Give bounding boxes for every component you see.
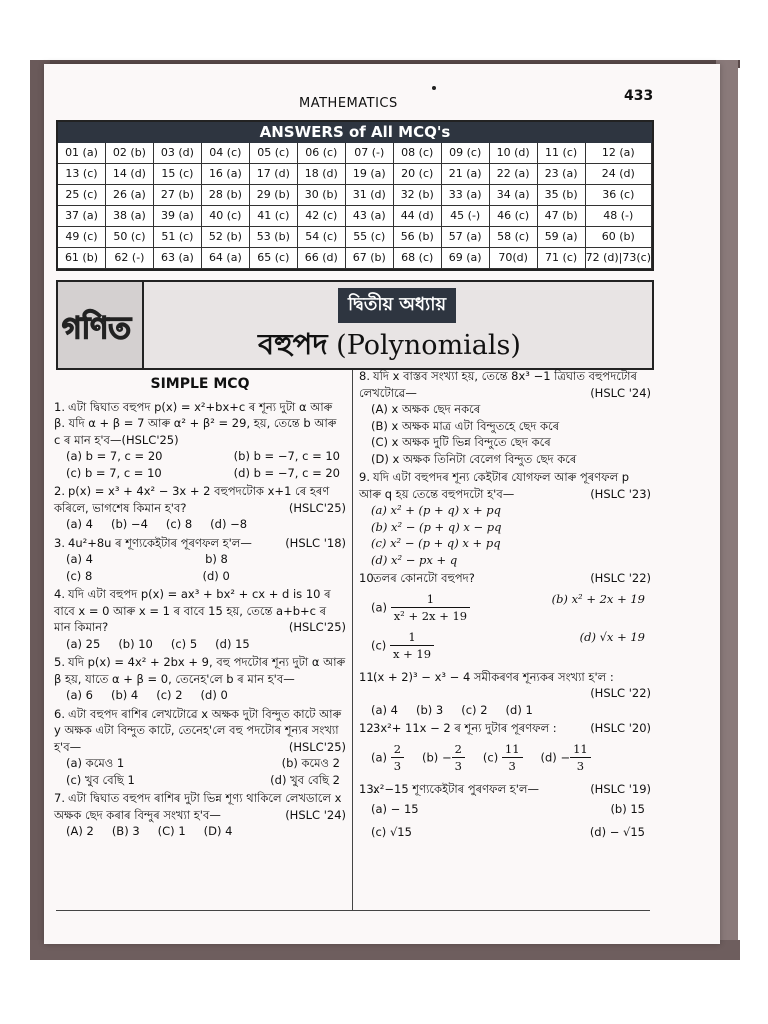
answer-cell: 07 (-) <box>346 143 394 164</box>
option-b: (B) 3 <box>111 824 140 838</box>
answer-cell: 27 (b) <box>154 185 202 206</box>
print-dot <box>432 86 436 90</box>
answer-cell: 72 (d)|73(c) <box>586 248 652 269</box>
option-a: (a) 6 <box>66 688 93 702</box>
option-d <box>541 741 591 775</box>
question-text: এটা বহুপদ ৰাশিৰ লেখটোৱে x অক্ষক দুটা বিন্দুত কাটে আৰু y অক্ষক এটা বিন্দুত কাটে, তেনেহ'লে বহু পদটোৰ শূন্যৰ সংখ্যা হ'ব— <box>54 706 342 754</box>
answer-cell: 20 (c) <box>394 164 442 185</box>
answer-cell: 61 (b) <box>58 248 106 269</box>
option-c: (c) 8 <box>66 568 93 583</box>
answer-cell: 18 (d) <box>298 164 346 185</box>
answer-cell: 12 (a) <box>586 143 652 164</box>
answer-cell: 49 (c) <box>58 227 106 248</box>
question-number: 5. <box>54 655 65 669</box>
option-c: (c) x² − (p + q) x + pq <box>371 536 501 550</box>
question-3 <box>54 535 346 585</box>
answer-cell: 28 (b) <box>202 185 250 206</box>
fraction <box>570 741 591 775</box>
question-source: (HSLC'25) <box>288 500 346 515</box>
question-source: (HSLC '22) <box>590 571 651 585</box>
answer-cell: 65 (c) <box>250 248 298 269</box>
option-a: (A) 2 <box>66 824 94 838</box>
answer-cell: 54 (c) <box>298 227 346 248</box>
question-1 <box>54 399 346 482</box>
options-row <box>54 551 346 568</box>
answer-cell: 55 (c) <box>346 227 394 248</box>
question-13 <box>359 781 651 841</box>
answer-cell: 60 (b) <box>586 227 652 248</box>
section-title: SIMPLE MCQ <box>150 376 250 392</box>
chapter-title <box>258 322 521 371</box>
answer-cell: 66 (d) <box>298 248 346 269</box>
option-d: (d) − √15 <box>589 824 645 839</box>
answer-cell: 67 (b) <box>346 248 394 269</box>
answer-cell: 43 (a) <box>346 206 394 227</box>
fraction <box>452 741 465 775</box>
fraction <box>391 741 404 775</box>
numerator: 11 <box>570 741 591 759</box>
answer-cell: 38 (a) <box>106 206 154 227</box>
option-b: (b) 15 <box>610 802 645 816</box>
option-d: (d) 0 <box>200 688 228 702</box>
answer-cell: 51 (c) <box>154 227 202 248</box>
option-d: (d) x² − px + q <box>371 552 458 567</box>
option-b: (b) 3 <box>416 702 444 717</box>
option-c <box>483 741 523 775</box>
option-b: (b) x² + 2x + 19 <box>551 591 645 606</box>
options-row <box>359 741 651 775</box>
numerator: 2 <box>452 741 465 759</box>
question-source: (HSLC '24) <box>285 807 346 822</box>
options-row <box>54 568 346 585</box>
left-column <box>54 372 346 842</box>
option-d: (d) 15 <box>215 636 250 651</box>
answer-cell: 45 (-) <box>442 206 490 227</box>
question-text: এটা দ্বিঘাত বহুপদ ৰাশিৰ দুটা ভিন্ন শূণ্য থাকিলে লেখডালে x অক্ষক ছেদ কৰাৰ বিন্দুৰ সংখ্যা হ'ব— <box>54 791 342 822</box>
answer-cell: 59 (a) <box>538 227 586 248</box>
option-c: (c) b = 7, c = 10 <box>66 465 162 480</box>
question-number: 10. <box>359 571 378 585</box>
chapter-heading <box>138 282 648 368</box>
question-source: (HSLC '19) <box>590 781 651 796</box>
option-c: (c) খুব বেছি 1 <box>66 772 135 787</box>
question-number: 7. <box>54 791 65 805</box>
option-c: (c) √15 <box>371 824 412 839</box>
denominator: 3 <box>454 759 462 773</box>
answer-cell: 46 (c) <box>490 206 538 227</box>
option-label: (c) <box>371 638 387 652</box>
question-6 <box>54 706 346 789</box>
question-source: (HSLC '20) <box>590 721 651 735</box>
options-row <box>54 516 346 533</box>
question-number: 9. <box>359 470 370 484</box>
options-row <box>54 448 346 465</box>
question-number: 12. <box>359 721 378 735</box>
bottom-rule <box>56 910 650 911</box>
question-source: (HSLC '22) <box>590 686 651 700</box>
answer-cell: 30 (b) <box>298 185 346 206</box>
question-number: 3. <box>54 535 65 550</box>
option-b: (b) x² − (p + q) x − pq <box>371 519 502 534</box>
answer-cell: 01 (a) <box>58 143 106 164</box>
question-source: (HSLC '23) <box>590 486 651 501</box>
page-number: 433 <box>624 88 654 104</box>
options-row <box>359 824 651 841</box>
option-a: (a) − 15 <box>371 802 419 816</box>
question-text: x²−15 শূণ্যকেইটাৰ পুৰণফল হ'ল— <box>373 781 539 796</box>
option-a <box>371 591 470 625</box>
option-c: (c) 5 <box>170 636 198 651</box>
answer-cell: 10 (d) <box>490 143 538 164</box>
question-2 <box>54 483 346 533</box>
option-d: (d) খুব বেছি 2 <box>270 772 340 787</box>
answer-cell: 56 (b) <box>394 227 442 248</box>
answer-cell: 32 (b) <box>394 185 442 206</box>
answer-cell: 15 (c) <box>154 164 202 185</box>
answer-cell: 04 (c) <box>202 143 250 164</box>
chapter-title-bengali: বহুপদ <box>258 327 328 361</box>
option-b: (B) x অক্ষক মাত্র এটা বিন্দুতহে ছেদ কৰে <box>371 418 560 433</box>
answer-cell: 06 (c) <box>298 143 346 164</box>
question-text: তলৰ কোনটো বহুপদ? <box>373 571 475 585</box>
question-5 <box>54 654 346 704</box>
answers-table <box>56 120 654 271</box>
question-text: 3x²+ 11x − 2 ৰ শূন্য দুটাৰ পূৰণফল : <box>373 721 557 735</box>
answer-cell: 34 (a) <box>490 185 538 206</box>
option-b: (b) 10 <box>118 636 153 651</box>
options-row <box>359 591 651 625</box>
answer-cell: 19 (a) <box>346 164 394 185</box>
answer-cell: 13 (c) <box>58 164 106 185</box>
option-a: (a) 4 <box>66 552 93 566</box>
options-row <box>359 702 651 719</box>
denominator: 3 <box>393 759 402 773</box>
answer-cell: 70(d) <box>490 248 538 269</box>
question-number: 4. <box>54 587 65 601</box>
option-d: (d) 0 <box>202 568 230 583</box>
option-c: (c) 2 <box>156 688 183 702</box>
option-b: (b) 4 <box>111 688 139 702</box>
answer-cell: 68 (c) <box>394 248 442 269</box>
option-a: (a) b = 7, c = 20 <box>66 449 163 463</box>
question-10 <box>359 570 651 663</box>
answer-cell: 50 (c) <box>106 227 154 248</box>
answer-cell: 42 (c) <box>298 206 346 227</box>
question-number: 1. <box>54 399 65 414</box>
option-b: (b) b = −7, c = 10 <box>233 449 340 463</box>
option-c <box>371 629 434 663</box>
book-page <box>44 64 720 944</box>
option-a: (a) 4 <box>66 517 93 531</box>
option-d: (d) √x + 19 <box>579 629 645 644</box>
answer-cell: 31 (d) <box>346 185 394 206</box>
running-head: MATHEMATICS <box>299 96 398 111</box>
answer-cell: 14 (d) <box>106 164 154 185</box>
option-a: (a) কমেও 1 <box>66 756 125 770</box>
answer-cell: 64 (a) <box>202 248 250 269</box>
answer-cell: 03 (d) <box>154 143 202 164</box>
question-text: যদি এটা বহুপদৰ শূন্য কেইটাৰ যোগফল আৰু পূৰণফল p আৰু q হয় তেন্তে বহুপদটো হ'ব— <box>359 470 630 501</box>
answer-cell: 16 (a) <box>202 164 250 185</box>
answers-title: ANSWERS of All MCQ's <box>58 122 652 143</box>
option-d: (D) 4 <box>203 824 233 838</box>
options-row <box>54 823 346 840</box>
answer-cell: 53 (b) <box>250 227 298 248</box>
answer-cell: 17 (d) <box>250 164 298 185</box>
question-number: 6. <box>54 706 65 721</box>
options-row <box>359 801 651 818</box>
answer-cell: 22 (a) <box>490 164 538 185</box>
answer-cell: 57 (a) <box>442 227 490 248</box>
option-d: (d) b = −7, c = 20 <box>233 465 340 480</box>
option-label: (a) <box>371 750 388 764</box>
options-row <box>54 465 346 482</box>
answer-cell: 40 (c) <box>202 206 250 227</box>
answers-grid <box>58 143 652 269</box>
subject-label: গণিত <box>62 311 131 346</box>
answer-cell: 21 (a) <box>442 164 490 185</box>
answer-cell: 39 (a) <box>154 206 202 227</box>
answer-cell: 58 (c) <box>490 227 538 248</box>
answer-cell: 47 (b) <box>538 206 586 227</box>
option-a: (a) 25 <box>66 636 101 651</box>
question-text: যদি এটা বহুপদ p(x) = ax³ + bx² + cx + d is 10 ৰ বাবে x = 0 আৰু x = 1 ৰ বাবে 15 হয়, তেন্তে a+b+c ৰ মান কিমান? <box>54 587 331 634</box>
question-source: (HSLC'25) <box>288 739 346 754</box>
question-number: 2. <box>54 484 65 498</box>
answer-cell: 09 (c) <box>442 143 490 164</box>
option-d: (d) 1 <box>505 702 533 717</box>
question-text: যদি p(x) = 4x² + 2bx + 9, বহু পদটোৰ শূন্য দুটা α আৰু β হয়, যাতে α + β = 0, তেনেহ'লে b ৰ মান হ'ব— <box>54 655 346 686</box>
option-b: (b) −4 <box>111 517 148 531</box>
option-a: (a) 4 <box>371 702 398 717</box>
option-c: (C) x অক্ষক দুটি ভিন্ন বিন্দুতে ছেদ কৰে <box>371 435 551 449</box>
answer-cell: 37 (a) <box>58 206 106 227</box>
question-source: (HSLC '18) <box>285 535 346 550</box>
chapter-banner <box>56 280 654 370</box>
question-text: যদি x বাস্তব সংখ্যা হয়, তেন্তে 8x³ −1 ত্রিঘাত বহুপদটোৰ লেখটোৱে— <box>359 369 637 400</box>
option-b <box>422 741 465 775</box>
option-b: (b) কমেও 2 <box>281 756 340 770</box>
option-label: (b) − <box>422 750 452 764</box>
answer-cell: 24 (d) <box>586 164 652 185</box>
question-4 <box>54 586 346 652</box>
numerator: 1 <box>391 591 470 609</box>
answer-cell: 62 (-) <box>106 248 154 269</box>
option-a: (a) x² + (p + q) x + pq <box>371 503 501 517</box>
question-text: p(x) = x³ + 4x² − 3x + 2 বহুপদটোক x+1 ৰে হৰণ কৰিলে, ভাগশেষ কিমান হ'ব? <box>54 484 330 515</box>
right-column <box>359 368 651 842</box>
question-number: 13. <box>359 781 378 796</box>
numerator: 1 <box>390 629 434 647</box>
option-c: (c) 8 <box>165 517 193 531</box>
question-text: এটা দ্বিঘাত বহুপদ p(x) = x²+bx+c ৰ শূন্য দুটা α আৰু β. যদি α + β = 7 আৰু α² + β² = 29, হয়, তেন্তে b আৰু c ৰ মান হ'ব—(HSLC'25) <box>54 399 337 447</box>
answer-cell: 11 (c) <box>538 143 586 164</box>
option-a <box>371 741 404 775</box>
answer-cell: 36 (c) <box>586 185 652 206</box>
option-b: b) 8 <box>205 552 228 566</box>
denominator: 3 <box>576 759 585 773</box>
option-label: (c) <box>482 750 499 764</box>
options-row <box>54 636 346 653</box>
numerator: 2 <box>391 741 404 759</box>
options-row <box>54 755 346 772</box>
answer-cell: 25 (c) <box>58 185 106 206</box>
question-11 <box>359 669 651 719</box>
option-c: (C) 1 <box>157 824 186 838</box>
answer-cell: 29 (b) <box>250 185 298 206</box>
question-number: 8. <box>359 369 370 383</box>
chapter-title-english: (Polynomials) <box>336 330 521 361</box>
fraction <box>502 741 523 775</box>
question-number: 11. <box>359 669 378 684</box>
fraction <box>391 591 470 625</box>
answer-cell: 33 (a) <box>442 185 490 206</box>
fraction <box>390 629 434 663</box>
option-label: (a) <box>371 600 388 614</box>
option-d: (d) −8 <box>210 517 248 531</box>
answer-cell: 69 (a) <box>442 248 490 269</box>
answer-cell: 02 (b) <box>106 143 154 164</box>
option-a: (A) x অক্ষক ছেদ নকৰে <box>371 402 481 416</box>
question-text: 4u²+8u ৰ শূণ্যকেইটাৰ পূৰণফল হ'ল— <box>68 535 252 550</box>
answer-cell: 05 (c) <box>250 143 298 164</box>
denominator: x + 19 <box>392 647 432 661</box>
subject-box <box>58 282 144 368</box>
option-c: (c) 2 <box>461 702 488 717</box>
answer-cell: 08 (c) <box>394 143 442 164</box>
answer-cell: 52 (b) <box>202 227 250 248</box>
question-12 <box>359 720 651 775</box>
numerator: 11 <box>502 741 523 759</box>
answer-cell: 35 (b) <box>538 185 586 206</box>
answer-cell: 63 (a) <box>154 248 202 269</box>
option-label: (d) − <box>540 750 571 764</box>
answer-cell: 44 (d) <box>394 206 442 227</box>
denominator: 3 <box>508 759 516 773</box>
answer-cell: 48 (-) <box>586 206 652 227</box>
question-8 <box>359 368 651 467</box>
options-row <box>54 687 346 704</box>
question-source: (HSLC'25) <box>288 620 346 634</box>
answer-cell: 23 (a) <box>538 164 586 185</box>
option-d: (D) x অক্ষক তিনিটা বেলেগ বিন্দুত ছেদ কৰে <box>371 451 577 466</box>
question-9 <box>359 469 651 568</box>
options-row <box>359 629 651 663</box>
denominator: x² + 2x + 19 <box>393 609 468 623</box>
answer-cell: 26 (a) <box>106 185 154 206</box>
chapter-number: দ্বিতীয় অধ্যায় <box>338 288 456 323</box>
column-divider <box>352 370 353 910</box>
question-source: (HSLC '24) <box>590 385 651 400</box>
options-row <box>54 772 346 789</box>
answer-cell: 41 (c) <box>250 206 298 227</box>
answer-cell: 71 (c) <box>538 248 586 269</box>
question-text: (x + 2)³ − x³ − 4 সমীকৰণৰ শূন্যকৰ সংখ্যা হ'ল : <box>373 669 614 684</box>
question-7 <box>54 790 346 840</box>
